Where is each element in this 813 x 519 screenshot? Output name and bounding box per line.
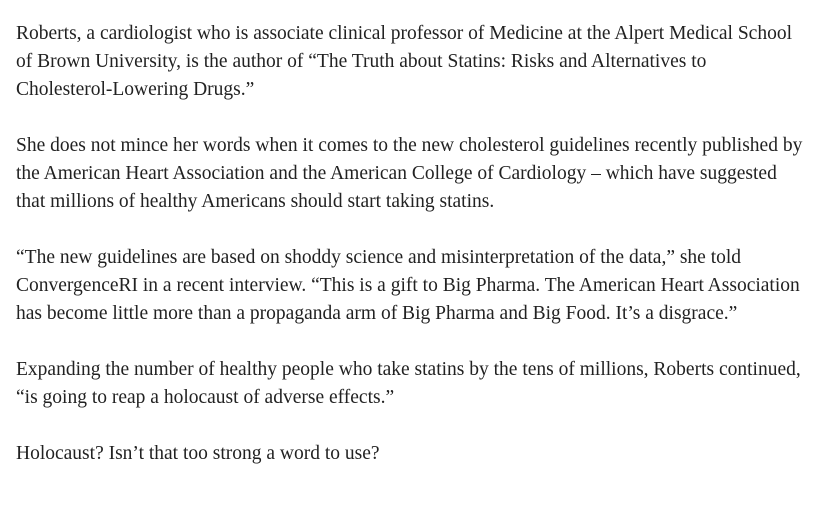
paragraph-guidelines: She does not mince her words when it comes to the new cholesterol guidelines recently published by the American Heart Association and the American College of Cardiology – which have suggested that millions of healthy Americans should start taking statins. (16, 135, 803, 212)
article-body (16, 20, 806, 468)
paragraph-author-intro: Roberts, a cardiologist who is associate clinical professor of Medicine at the Alpert Medical School of Brown University, is the author of “The Truth about Statins: Risks and Alternatives to Cholesterol-Lowering Drugs.” (16, 23, 793, 100)
paragraph-question: Holocaust? Isn’t that too strong a word to use? (16, 443, 380, 464)
paragraph-expanding: Expanding the number of healthy people who take statins by the tens of millions, Roberts continued, “is going to reap a holocaust of adverse effects.” (16, 359, 801, 408)
paragraph-quote: “The new guidelines are based on shoddy science and misinterpretation of the data,” she told ConvergenceRI in a recent interview. “This is a gift to Big Pharma. The American Heart Association has become little more than a propaganda arm of Big Pharma and Big Food. It’s a disgrace.” (16, 247, 800, 324)
